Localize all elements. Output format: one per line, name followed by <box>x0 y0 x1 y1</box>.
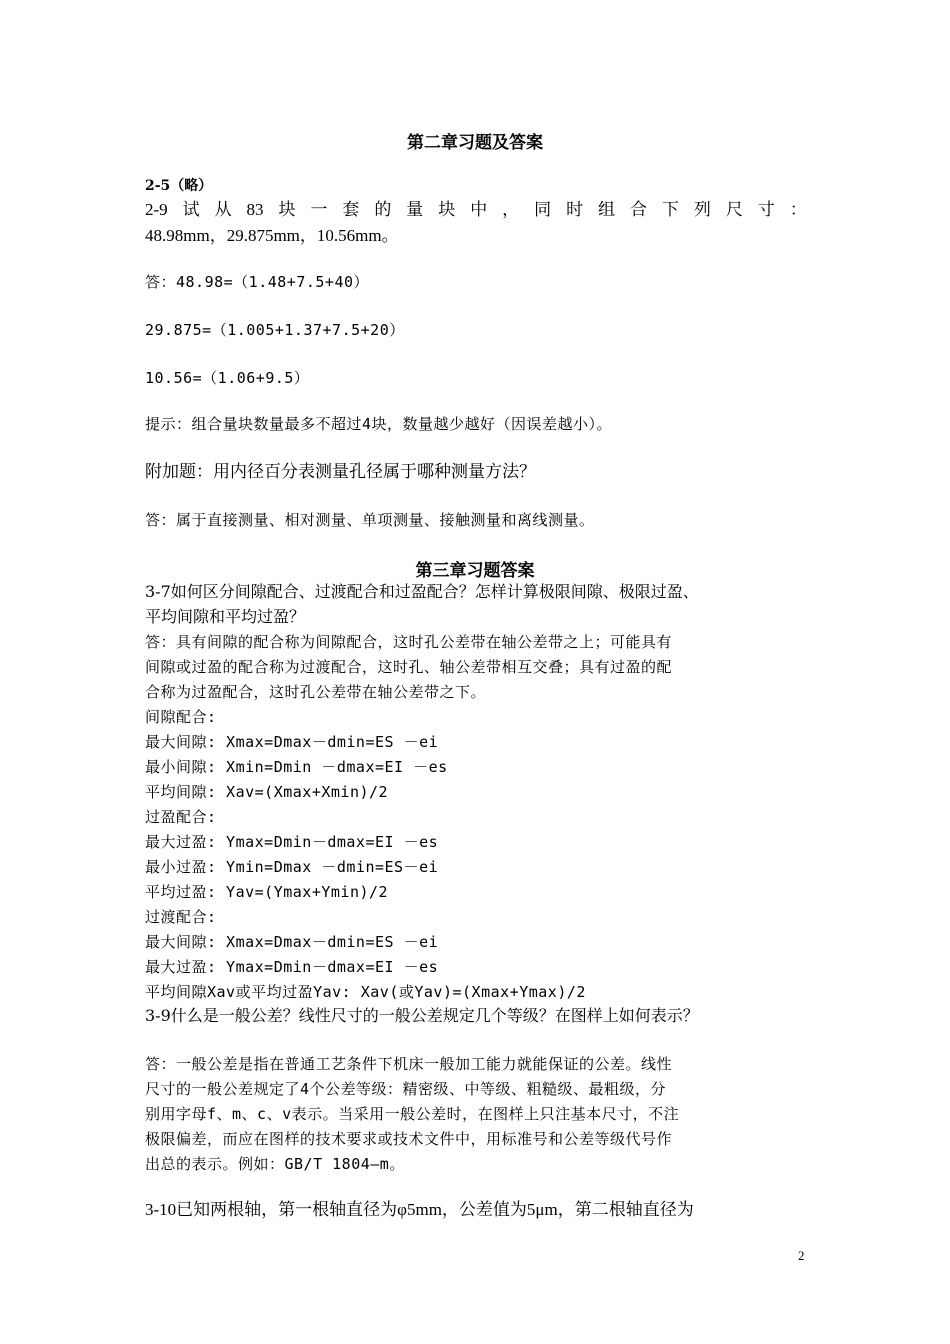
q3-9: 3-9什么是一般公差？线性尺寸的一般公差规定几个等级？在图样上如何表示？ <box>145 1006 699 1025</box>
a3-9-line5: 出总的表示。例如：GB/T 1804—m。 <box>145 1155 405 1173</box>
a3-9-line4: 极限偏差，而应在图样的技术要求或技术文件中，用标准号和公差等级代号作 <box>145 1130 673 1148</box>
a3-9-line3: 别用字母f、m、c、v表示。当采用一般公差时，在图样上只注基本尺寸，不注 <box>145 1105 680 1123</box>
a3-7-line2: 间隙或过盈的配合称为过渡配合，这时孔、轴公差带相互交叠；具有过盈的配 <box>145 658 673 676</box>
q2-9-char: 83 <box>246 200 264 219</box>
page-number: 2 <box>798 1248 805 1263</box>
formula-yav: 平均过盈: Yav=(Ymax+Ymin)/2 <box>145 883 389 901</box>
q2-5: 2-5（略） <box>145 178 213 194</box>
answer-29-875: 29.875=（1.005+1.37+7.5+20） <box>145 321 405 339</box>
q2-9-char: 下 <box>661 200 679 219</box>
q2-9-char: 2-9 <box>145 200 168 219</box>
q2-9-char: 的 <box>374 200 392 219</box>
a3-9-line1: 答：一般公差是指在普通工艺条件下机床一般加工能力就能保证的公差。线性 <box>145 1055 673 1073</box>
q3-10: 3-10已知两根轴，第一根轴直径为φ5mm，公差值为5μm，第二根轴直径为 <box>145 1200 694 1219</box>
answer-48-98: 答：48.98=（1.48+7.5+40） <box>145 273 370 291</box>
chapter2-title: 第二章习题及答案 <box>407 133 543 153</box>
q2-9-char: 套 <box>342 200 360 219</box>
a3-7-line1: 答：具有间隙的配合称为间隙配合，这时孔公差带在轴公差带之上；可能具有 <box>145 633 673 651</box>
hint-text: 提示：组合量块数量最多不超过4块，数量越少越好（因误差越小）。 <box>145 415 613 433</box>
formula-interference-fit: 过盈配合: <box>145 808 217 826</box>
q2-9-char: 尺 <box>725 200 743 219</box>
q2-9-char: 组 <box>598 200 616 219</box>
q2-9-char: 中 <box>470 200 488 219</box>
q2-9-line1 <box>145 200 807 220</box>
q2-9-char: 试 <box>182 200 200 219</box>
chapter3-title: 第三章习题答案 <box>415 561 535 581</box>
formula-xmin: 最小间隙: Xmin=Dmin －dmax=EI －es <box>145 758 448 776</box>
formula-clearance-fit: 间隙配合: <box>145 708 217 726</box>
q2-9-char: 量 <box>406 200 424 219</box>
formula-transition-avg: 平均间隙Xav或平均过盈Yav: Xav(或Yav)=(Xmax+Ymax)/2 <box>145 983 586 1001</box>
q2-9-char: 寸 <box>757 200 775 219</box>
extra-question: 附加题：用内径百分表测量孔径属于哪种测量方法？ <box>145 462 536 482</box>
a3-9-line2: 尺寸的一般公差规定了4个公差等级：精密级、中等级、粗糙级、最粗级，分 <box>145 1080 667 1098</box>
q2-9-char: 一 <box>310 200 328 219</box>
q3-7-line2: 平均间隙和平均过盈？ <box>145 607 306 626</box>
q3-7-line1: 3-7如何区分间隙配合、过渡配合和过盈配合？怎样计算极限间隙、极限过盈、 <box>145 582 699 601</box>
formula-xav: 平均间隙: Xav=(Xmax+Xmin)/2 <box>145 783 389 801</box>
q2-9-line2: 48.98mm，29.875mm，10.56mm。 <box>145 226 399 245</box>
formula-ymax: 最大过盈: Ymax=Dmin－dmax=EI －es <box>145 833 439 851</box>
formula-xmax: 最大间隙: Xmax=Dmax－dmin=ES －ei <box>145 733 439 751</box>
q2-9-char: 块 <box>438 200 456 219</box>
formula-ymin: 最小过盈: Ymin=Dmax －dmin=ES－ei <box>145 858 439 876</box>
q2-9-char: 合 <box>629 200 647 219</box>
q2-9-char: 列 <box>693 200 711 219</box>
q2-9-char: 同 <box>534 200 552 219</box>
q2-9-char: 块 <box>278 200 296 219</box>
q2-9-char: 时 <box>566 200 584 219</box>
answer-10-56: 10.56=（1.06+9.5） <box>145 369 310 387</box>
formula-transition-xmax: 最大间隙: Xmax=Dmax－dmin=ES －ei <box>145 933 439 951</box>
q2-9-char: ， <box>502 200 520 219</box>
extra-answer: 答：属于直接测量、相对测量、单项测量、接触测量和离线测量。 <box>145 511 595 529</box>
formula-transition-ymax: 最大过盈: Ymax=Dmin－dmax=EI －es <box>145 958 439 976</box>
q2-9-char: ： <box>789 200 807 219</box>
a3-7-line3: 合称为过盈配合，这时孔公差带在轴公差带之下。 <box>145 683 487 701</box>
formula-transition-fit: 过渡配合: <box>145 908 217 926</box>
q2-9-char: 从 <box>214 200 232 219</box>
